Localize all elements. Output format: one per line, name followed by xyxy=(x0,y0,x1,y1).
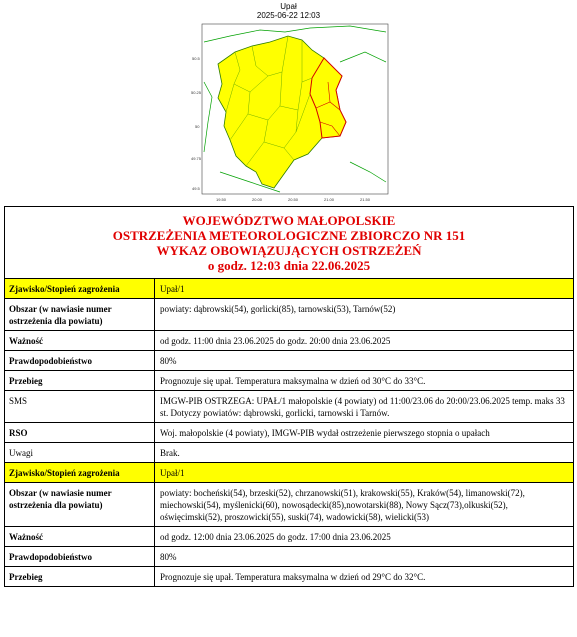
w1-remarks-label: Uwagi xyxy=(5,443,155,462)
lat-label-3: 50 xyxy=(195,124,200,129)
lat-label-4: 49.75 xyxy=(191,156,202,161)
w1-rso-value: Woj. małopolskie (4 powiaty), IMGW-PIB wydał ostrzeżenie pierwszego stopnia o upałach xyxy=(160,428,490,438)
w2-course-value: Prognozuje się upał. Temperatura maksymalna w dzień od 29°C do 32°C. xyxy=(160,572,426,582)
w2-area-value: powiaty: bocheński(54), brzeski(52), chrzanowski(51), krakowski(55), Kraków(54), limanowski(72), miechowski(54), myślenicki(60), nowosądecki(85),nowotarski(88), Nowy Sącz(73),olkuski(52), oświęcimski(52), proszowicki(55), suski(74), wadowicki(58), wielicki(53) xyxy=(160,488,525,522)
w2-validity-value: od godz. 12:00 dnia 23.06.2025 do godz. 17:00 dnia 23.06.2025 xyxy=(160,532,391,542)
w2-validity-label: Ważność xyxy=(5,527,155,546)
w1-rso-label: RSO xyxy=(5,423,155,442)
w2-probability-row xyxy=(5,547,573,567)
w1-probability-label: Prawdopodobieństwo xyxy=(5,351,155,370)
lat-label-2: 50.25 xyxy=(191,90,202,95)
lon-label-4: 21.00 xyxy=(324,197,335,202)
warning-map xyxy=(190,22,390,204)
w1-sms-value: IMGW-PIB OSTRZEGA: UPAŁ/1 małopolskie (4 powiaty) od 11:00/23.06 do 20:00/23.06.2025 temp. maks 33 st. Dotyczy powiatów: dąbrowski, gorlicki, tarnowski i Tarnów. xyxy=(160,396,565,418)
w1-validity-row xyxy=(5,331,573,351)
w1-remarks-row xyxy=(5,443,573,463)
w2-area-row xyxy=(5,483,573,527)
w1-course-label: Przebieg xyxy=(5,371,155,390)
map-date: 2025-06-22 12:03 xyxy=(256,11,321,20)
w1-validity-value: od godz. 11:00 dnia 23.06.2025 do godz. 20:00 dnia 23.06.2025 xyxy=(160,336,391,346)
lon-label-2: 20.00 xyxy=(252,197,263,202)
warnings-header xyxy=(5,207,573,279)
header-region: WOJEWÓDZTWO MAŁOPOLSKIE xyxy=(182,213,396,228)
w2-phenomenon-value: Upał/1 xyxy=(160,468,185,478)
w1-phenomenon-row xyxy=(5,279,573,299)
lon-label-3: 20.50 xyxy=(288,197,299,202)
w1-validity-label: Ważność xyxy=(5,331,155,350)
header-subtitle: WYKAZ OBOWIĄZUJĄCYCH OSTRZEŻEŃ xyxy=(156,243,422,258)
lon-label-1: 19.50 xyxy=(216,197,227,202)
w1-probability-value: 80% xyxy=(160,356,177,366)
w2-phenomenon-row xyxy=(5,463,573,483)
w1-sms-row xyxy=(5,391,573,423)
w1-sms-label: SMS xyxy=(5,391,155,422)
lat-label-5: 49.5 xyxy=(192,186,200,191)
w2-course-label: Przebieg xyxy=(5,567,155,586)
w2-probability-label: Prawdopodobieństwo xyxy=(5,547,155,566)
w2-course-row xyxy=(5,567,573,586)
w2-probability-value: 80% xyxy=(160,552,177,562)
w2-area-label: Obszar (w nawiasie numer ostrzeżenia dla powiatu) xyxy=(5,483,155,526)
w1-area-label: Obszar (w nawiasie numer ostrzeżenia dla powiatu) xyxy=(5,299,155,330)
w1-course-row xyxy=(5,371,573,391)
w1-phenomenon-value: Upał/1 xyxy=(160,284,185,294)
w1-probability-row xyxy=(5,351,573,371)
header-title: OSTRZEŻENIA METEOROLOGICZNE ZBIORCZO NR 151 xyxy=(112,228,466,243)
w1-area-row xyxy=(5,299,573,331)
lon-label-5: 21.50 xyxy=(360,197,371,202)
w1-area-value: powiaty: dąbrowski(54), gorlicki(85), tarnowski(53), Tarnów(52) xyxy=(160,304,396,314)
w2-validity-row xyxy=(5,527,573,547)
w1-remarks-value: Brak. xyxy=(160,448,180,458)
w1-rso-row xyxy=(5,423,573,443)
map-title: Upał xyxy=(280,2,297,11)
w1-phenomenon-label: Zjawisko/Stopień zagrożenia xyxy=(5,279,155,298)
w1-course-value: Prognozuje się upał. Temperatura maksymalna w dzień od 30°C do 33°C. xyxy=(160,376,426,386)
w2-phenomenon-label: Zjawisko/Stopień zagrożenia xyxy=(5,463,155,482)
warnings-table xyxy=(4,206,574,587)
lat-label-1: 50.5 xyxy=(192,56,200,61)
header-time: o godz. 12:03 dnia 22.06.2025 xyxy=(207,258,371,273)
